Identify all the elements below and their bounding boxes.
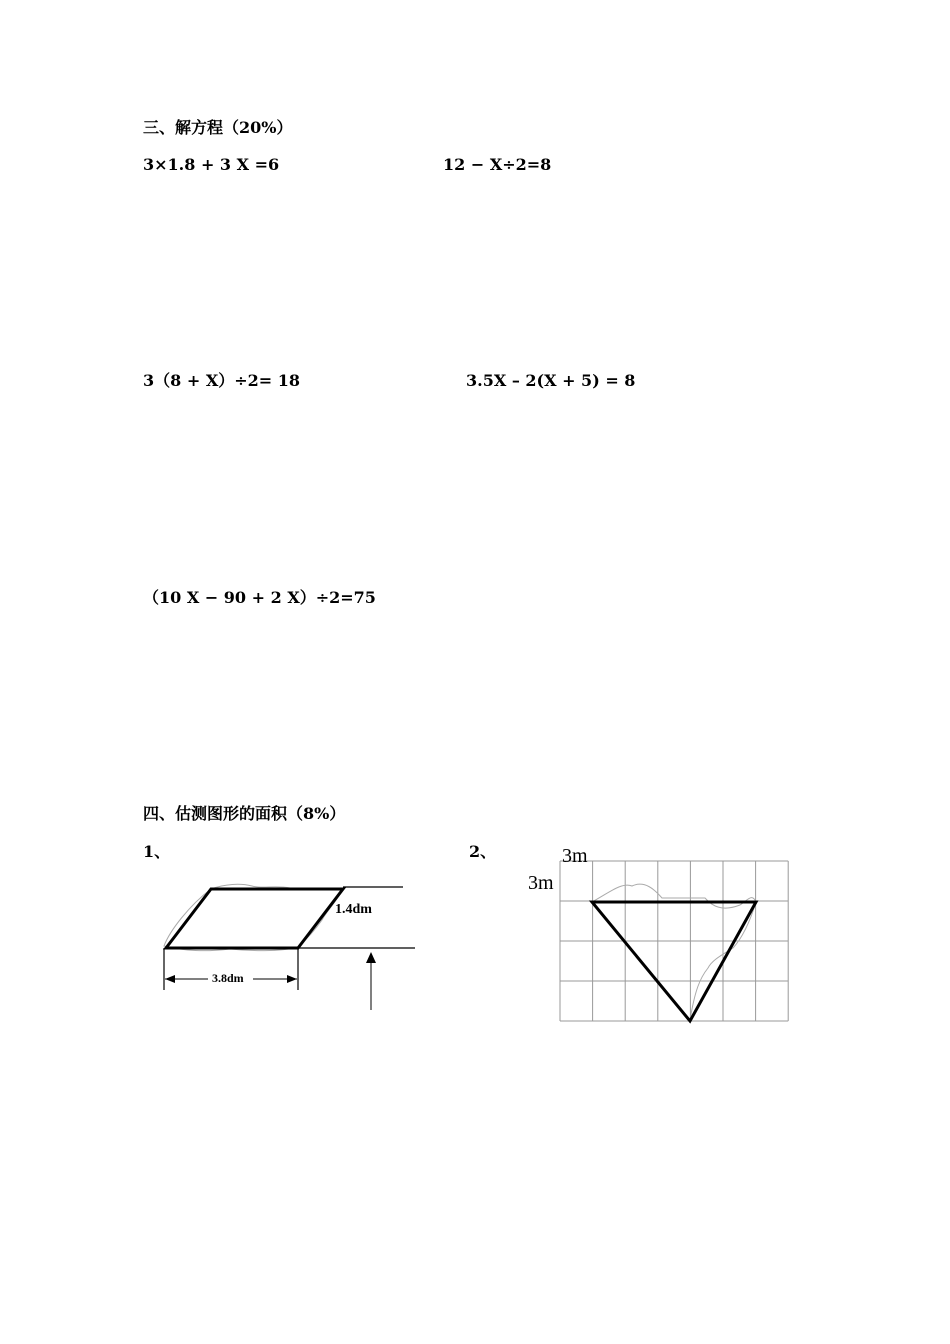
height-label: 1.4dm — [335, 902, 372, 917]
equation-1: 3×1.8 + 3 X =6 — [143, 155, 280, 174]
figure-2-number: 2、 — [469, 842, 497, 861]
base-label: 3.8dm — [212, 971, 244, 985]
section-4-title: 四、估测图形的面积（8%） — [143, 804, 346, 823]
triangle — [592, 902, 756, 1021]
grid-left-label: 3m — [528, 872, 554, 894]
grid-top-label: 3m — [562, 845, 588, 867]
figure-1-number: 1、 — [143, 842, 171, 861]
grid-lines — [560, 861, 788, 1021]
equation-4: 3.5X – 2(X + 5) = 8 — [466, 371, 636, 390]
equation-2: 12 − X÷2=8 — [443, 155, 552, 174]
equation-3: 3（8 + X）÷2= 18 — [143, 371, 301, 390]
section-3-title: 三、解方程（20%） — [143, 118, 293, 137]
equation-5: （10 X − 90 + 2 X）÷2=75 — [143, 588, 376, 607]
